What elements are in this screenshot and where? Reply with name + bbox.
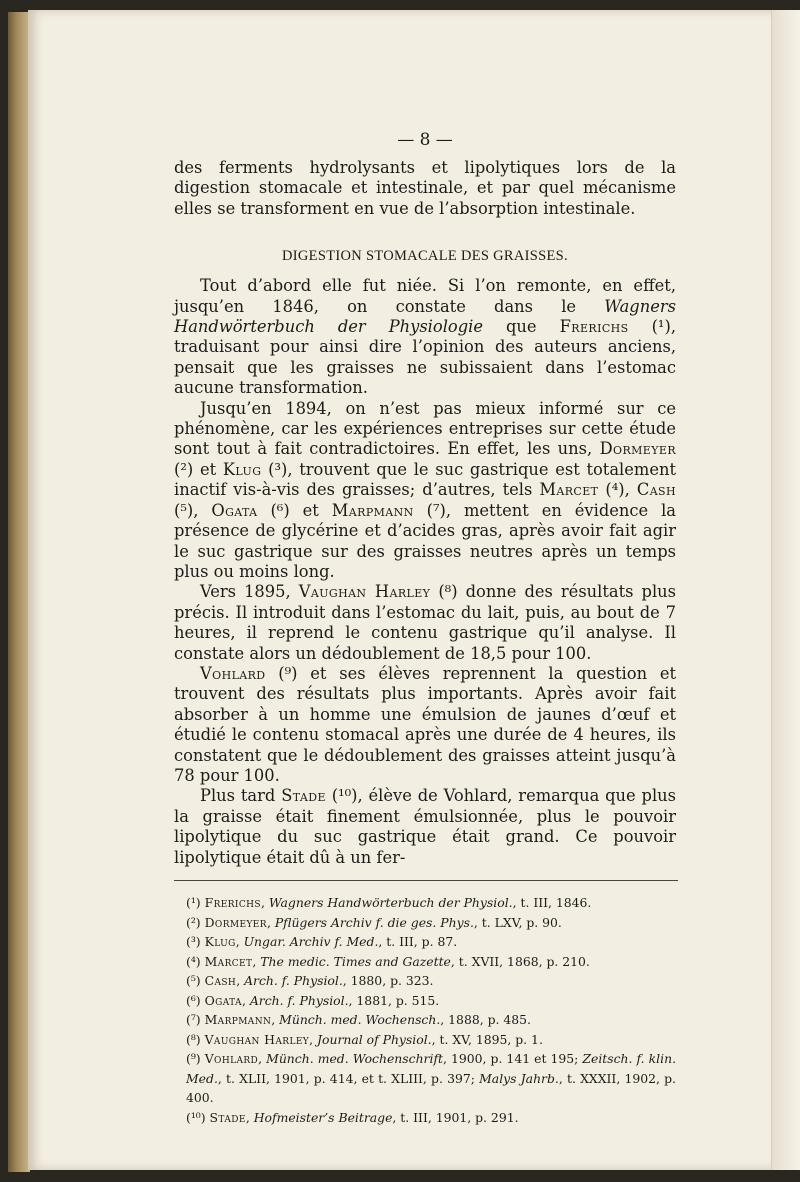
footnote-rest: , 1881, p. 515. xyxy=(348,992,440,1008)
footnote xyxy=(174,893,676,913)
footnote-sep: , xyxy=(252,953,261,969)
footnote-sep: , xyxy=(236,973,245,988)
footnote xyxy=(174,1108,676,1128)
footnote-rest-2: , t. XLII, 1901, p. 414, et t. XLIII, p. 397; xyxy=(217,1070,480,1086)
p2-text-e: (⁵), xyxy=(174,500,212,520)
page-content xyxy=(174,130,676,1127)
footnote-author: Dormeyer xyxy=(204,914,267,930)
footnote xyxy=(174,932,676,952)
paragraph-1 xyxy=(174,276,676,398)
p4-text-a: (⁹) et ses élèves reprennent la question et trouvent des résultats plus importants. Après avoir fait absorber à un homme une émulsion de jaunes d’œuf et étudié le contenu stomacal après une durée de 4 heures, ils constatent que le dédoublement des graisses atteint jusqu’à 78 pour 100. xyxy=(174,663,676,785)
page-edge xyxy=(771,10,800,1170)
footnote-mark: (⁹) xyxy=(186,1051,205,1066)
footnote-author: Cash xyxy=(204,973,237,988)
footnote-mark: (³) xyxy=(186,934,205,949)
footnote xyxy=(174,913,676,933)
footnote-sep: , xyxy=(241,992,250,1008)
footnote-work: Journal of Physiol. xyxy=(317,1031,432,1047)
p2-text-b: (²) et xyxy=(174,459,223,479)
footnote-divider xyxy=(174,880,678,881)
footnote-sep: , xyxy=(271,1012,280,1027)
footnote-mark: (⁶) xyxy=(186,992,205,1008)
author-marcet: Marcet xyxy=(539,480,599,500)
footnote-work: The medic. Times and Gazette xyxy=(260,953,451,969)
author-vohlard: Vohlard xyxy=(200,663,266,683)
author-dormeyer: Dormeyer xyxy=(599,439,676,459)
footnote-rest: , 1880, p. 323. xyxy=(342,973,434,988)
footnote-author: Vaughan Harley xyxy=(204,1031,310,1047)
footnote-author: Marcet xyxy=(204,953,253,969)
footnote-rest-3: , t. XXXII, 1902, p. 400. xyxy=(186,1070,676,1105)
p3-text-a: Vers 1895, xyxy=(200,582,299,602)
p2-text-f: (⁶) et xyxy=(257,500,332,520)
footnote-author: Vohlard xyxy=(204,1051,259,1066)
intro-paragraph: des ferments hydrolysants et lipolytiques lors de la digestion stomacale et intestinale, et par quel mécanisme elles se transforment en vue de l’absorption intestinale. xyxy=(174,158,676,218)
footnote-work: Arch. f. Physiol. xyxy=(249,992,349,1008)
footnote-work: Wagners Handwörterbuch der Physiol. xyxy=(268,895,513,910)
paragraph-2 xyxy=(174,399,676,583)
footnote-author: Frerichs xyxy=(204,895,261,910)
footnote xyxy=(174,952,676,972)
footnote-sep: , xyxy=(235,934,244,949)
footnote-mark: (⁷) xyxy=(186,1012,205,1027)
p1-text-b: que xyxy=(482,317,560,337)
footnote-work: Münch. med. Wochenschrift xyxy=(266,1051,444,1066)
footnote-work: Hofmeister’s Beitrage xyxy=(253,1109,393,1125)
p2-text-g: (⁷), mettent en évidence la présence de glycérine et d’acides gras, après avoir fait agir le suc gastrique sur des graisses neutres après un temps plus ou moins long. xyxy=(174,500,676,581)
author-frerichs: Frerichs xyxy=(559,317,629,337)
footnote xyxy=(174,991,676,1011)
paragraph-4 xyxy=(174,664,676,786)
paragraph-5 xyxy=(174,786,676,868)
footnote-mark: (⁵) xyxy=(186,973,205,988)
footnote-rest: , t. XVII, 1868, p. 210. xyxy=(450,953,590,969)
footnotes xyxy=(174,893,676,1127)
footnote xyxy=(174,1030,676,1050)
p5-text-a: Plus tard xyxy=(200,786,282,806)
footnote-mark: (²) xyxy=(186,914,205,930)
book-spine xyxy=(8,12,30,1172)
footnote-author: Klug xyxy=(204,934,236,949)
footnote-sep: , xyxy=(309,1031,318,1047)
author-vaughan-harley: Vaughan Harley xyxy=(298,582,431,602)
footnote xyxy=(174,971,676,991)
footnote-author: Stade xyxy=(209,1109,246,1125)
p1-work-title: Wagners Handwörterbuch der Physiologie xyxy=(174,296,676,337)
footnote-sep: , xyxy=(266,914,275,930)
footnote-mark: (¹) xyxy=(186,895,205,910)
p2-text-c: (³), trouvent que le suc gastrique est totalement inactif vis-à-vis des graisses; d’autres, tels xyxy=(174,459,677,500)
footnote-author: Marpmann xyxy=(204,1012,272,1027)
section-title: DIGESTION STOMACALE DES GRAISSES. xyxy=(282,248,568,265)
p2-text-d: (⁴), xyxy=(598,480,637,500)
footnote-rest: , t. III, 1846. xyxy=(512,895,592,910)
p2-text-a: Jusqu’en 1894, on n’est pas mieux informé sur ce phénomène, car les expériences entreprises sur cette étude sont tout à fait contradictoires. En effet, les uns, xyxy=(174,398,676,459)
author-marpmann: Marpmann xyxy=(331,500,414,520)
p1-text-a: Tout d’abord elle fut niée. Si l’on remonte, en effet, jusqu’en 1846, on constate dans le xyxy=(174,276,676,316)
author-cash: Cash xyxy=(636,480,676,500)
footnote-work: Münch. med. Wochensch. xyxy=(279,1012,441,1027)
footnote-rest: , t. LXV, p. 90. xyxy=(473,914,562,930)
footnote-sep: , xyxy=(245,1109,254,1125)
author-klug: Klug xyxy=(222,459,262,479)
footnote-sep: , xyxy=(260,895,269,910)
footnote-mark: (¹⁰) xyxy=(186,1109,210,1125)
footnote-work-3: Malys Jahrb. xyxy=(479,1070,559,1086)
footnote-work: Arch. f. Physiol. xyxy=(244,973,343,988)
footnote xyxy=(174,1010,676,1030)
footnote-work: Ungar. Archiv f. Med. xyxy=(243,934,379,949)
page-number: — 8 — xyxy=(397,130,453,150)
footnote-rest: , t. III, p. 87. xyxy=(378,934,458,949)
footnote-work: Pflügers Archiv f. die ges. Phys. xyxy=(274,914,474,930)
paragraph-3 xyxy=(174,582,676,664)
p3-text-b: (⁸) donne des résultats plus précis. Il introduit dans l’estomac du lait, puis, au bout de 7 heures, il reprend le contenu gastrique qu’il analyse. Il constate alors un dédoublement de 18,5 pour 100. xyxy=(174,582,677,663)
footnote-author: Ogata xyxy=(204,992,242,1008)
footnote-rest: , t. XV, 1895, p. 1. xyxy=(431,1031,543,1047)
footnote xyxy=(174,1049,676,1108)
p5-text-b: (¹⁰), élève de Vohlard, remarqua que plus la graisse était finement émulsionnée, plus le pouvoir lipolytique du suc gastrique était grand. Ce pouvoir lipolytique était dû à un fer- xyxy=(174,786,676,867)
footnote-rest: , 1900, p. 141 et 195; xyxy=(443,1051,583,1066)
p1-text-c: (¹), traduisant pour ainsi dire l’opinion des auteurs anciens, pensait que les graisses ne subissaient dans l’estomac aucune transformation. xyxy=(174,317,676,398)
footnote-mark: (⁴) xyxy=(186,953,205,969)
footnote-rest: , 1888, p. 485. xyxy=(440,1012,531,1027)
footnote-rest: , t. III, 1901, p. 291. xyxy=(392,1109,519,1125)
footnote-sep: , xyxy=(258,1051,267,1066)
footnote-work-2: Zeitsch. f. klin. Med. xyxy=(186,1051,677,1086)
author-stade: Stade xyxy=(281,786,326,806)
author-ogata: Ogata xyxy=(211,500,258,520)
footnote-mark: (⁸) xyxy=(186,1031,205,1047)
